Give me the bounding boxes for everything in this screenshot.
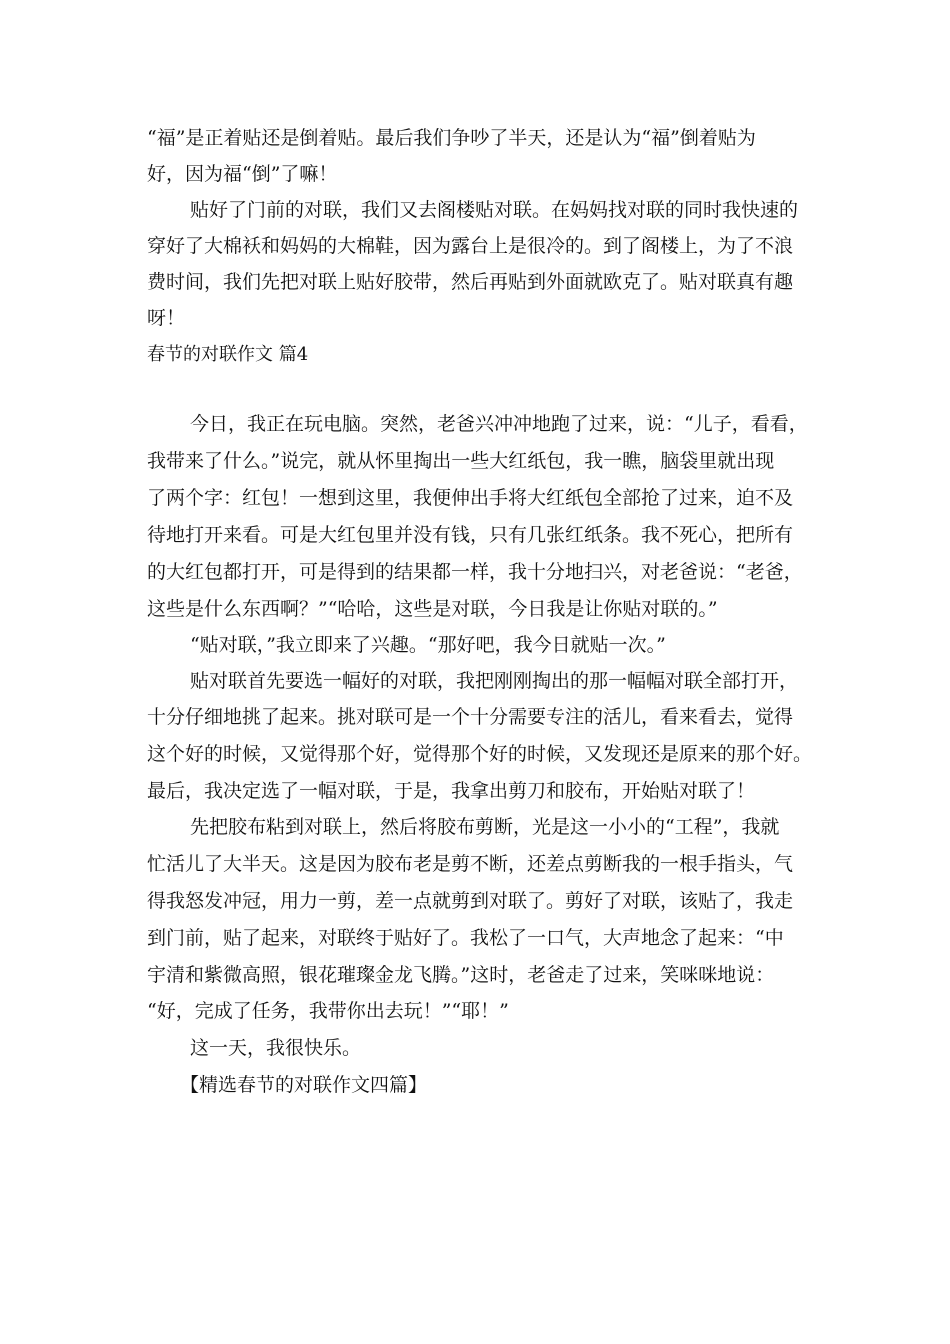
- text-line: 今日，我正在玩电脑。突然，老爸兴冲冲地跑了过来，说：“儿子，看看，: [190, 413, 808, 435]
- text-line: “福”是正着贴还是倒着贴。最后我们争吵了半天，还是认为“福”倒着贴为: [147, 127, 756, 149]
- text-line: 我带来了什么。”说完，就从怀里掏出一些大红纸包，我一瞧，脑袋里就出现: [147, 450, 775, 472]
- text-line: 这些是什么东西啊？”“哈哈，这些是对联，今日我是让你贴对联的。”: [147, 598, 718, 620]
- text-line: 了两个字：红包！一想到这里，我便伸出手将大红纸包全部抢了过来，迫不及: [147, 487, 794, 509]
- text-line: 忙活儿了大半天。这是因为胶布老是剪不断，还差点剪断我的一根手指头，气: [147, 853, 794, 875]
- text-line: 这个好的时候，又觉得那个好，觉得那个好的时候，又发现还是原来的那个好。: [147, 743, 813, 765]
- text-line: 呀！: [147, 307, 186, 329]
- text-line: 贴好了门前的对联，我们又去阁楼贴对联。在妈妈找对联的同时我快速的: [190, 199, 799, 221]
- text-line: 先把胶布粘到对联上，然后将胶布剪断，光是这一小小的“工程”，我就: [190, 816, 780, 838]
- text-line: 的大红包都打开，可是得到的结果都一样，我十分地扫兴，对老爸说：“老爸，: [147, 561, 803, 583]
- text-line: 穿好了大棉袄和妈妈的大棉鞋，因为露台上是很冷的。到了阁楼上，为了不浪: [147, 235, 794, 257]
- text-line: “好，完成了任务，我带你出去玩！”“耶！”: [147, 1000, 509, 1022]
- text-line: 最后，我决定选了一幅对联，于是，我拿出剪刀和胶布，开始贴对联了！: [147, 780, 756, 802]
- text-line: “贴对联，”我立即来了兴趣。“那好吧，我今日就贴一次。”: [190, 634, 666, 656]
- text-line: 宇清和紫微高照，银花璀璨金龙飞腾。”这时，老爸走了过来，笑咪咪地说：: [147, 964, 775, 986]
- text-line: 贴对联首先要选一幅好的对联，我把刚刚掏出的那一幅幅对联全部打开，: [190, 670, 799, 692]
- text-line: 待地打开来看。可是大红包里并没有钱，只有几张红纸条。我不死心，把所有: [147, 524, 794, 546]
- text-line: 费时间，我们先把对联上贴好胶带，然后再贴到外面就欧克了。贴对联真有趣: [147, 271, 794, 293]
- section-heading: 春节的对联作文 篇4: [147, 344, 309, 365]
- text-line: 得我怒发冲冠，用力一剪，差一点就剪到对联了。剪好了对联，该贴了，我走: [147, 890, 794, 912]
- text-line: 这一天，我很快乐。: [190, 1037, 362, 1059]
- closing-title: 【精选春节的对联作文四篇】: [180, 1074, 428, 1096]
- text-line: 十分仔细地挑了起来。挑对联可是一个十分需要专注的活儿，看来看去，觉得: [147, 706, 794, 728]
- text-line: 到门前，贴了起来，对联终于贴好了。我松了一口气，大声地念了起来：“中: [147, 927, 784, 949]
- text-line: 好，因为福“倒”了嘛！: [147, 163, 338, 185]
